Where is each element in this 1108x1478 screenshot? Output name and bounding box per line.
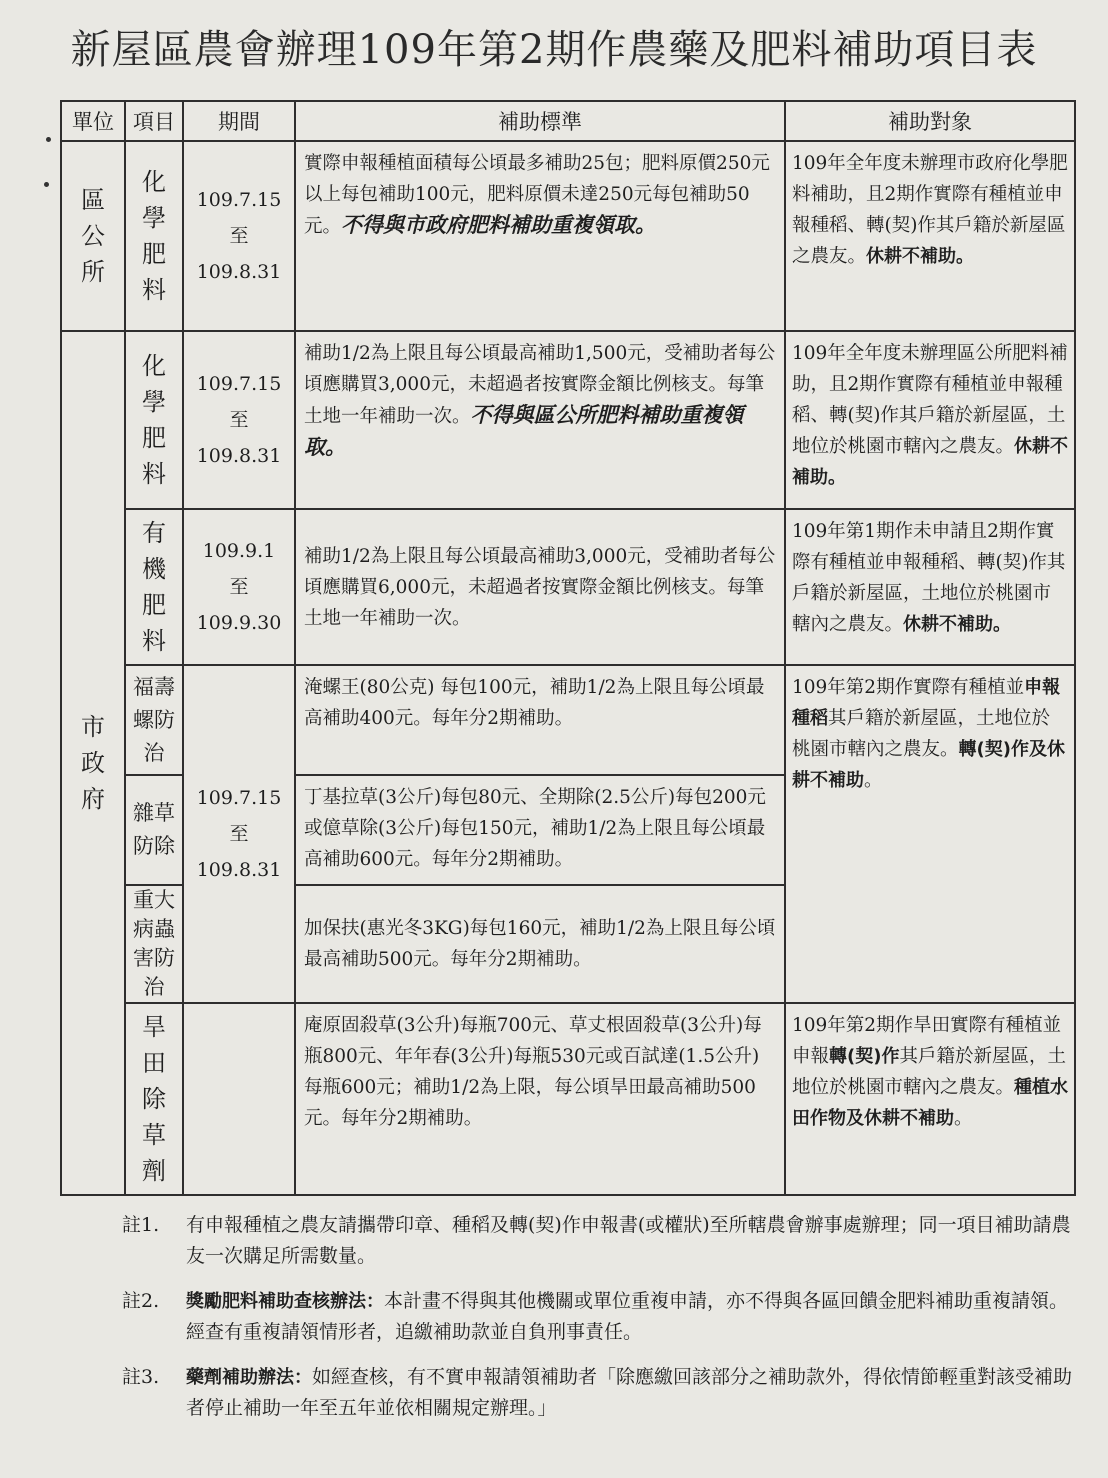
header-target: 補助對象 (785, 101, 1075, 141)
target-cell: 109年第2期作旱田實際有種植並申報轉(契)作其戶籍於新屋區，土地位於桃園市轄內之農友。種植水田作物及休耕不補助。 (785, 1003, 1075, 1195)
header-standard: 補助標準 (295, 101, 785, 141)
standard-cell: 丁基拉草(3公斤)每包80元、全期除(2.5公斤)每包200元或億草除(3公斤)每包150元，補助1/2為上限且每公頃最高補助600元。每年分2期補助。 (295, 775, 785, 885)
item-cell: 化 學 肥 料 (125, 141, 183, 331)
item-cell: 雜草 防除 (125, 775, 183, 885)
unit-cell-city-government: 市 政 府 (61, 331, 125, 1195)
target-cell: 109年全年度未辦理區公所肥料補助，且2期作實際有種植並申報種稻、轉(契)作其戶籍於新屋區，土地位於桃園市轄內之農友。休耕不補助。 (785, 331, 1075, 509)
table-row (61, 331, 1075, 509)
item-cell: 有 機 肥 料 (125, 509, 183, 665)
note-item: 註1. 有申報種植之農友請攜帶印章、種稻及轉(契)作申報書(或權狀)至所轄農會辦事處辦理；同一項目補助請農友一次購足所需數量。 (122, 1214, 1071, 1267)
table-row (61, 509, 1075, 665)
note-item: 註3. 藥劑補助辦法：如經查核，有不實申報請領補助者「除應繳回該部分之補助款外，得依情節輕重對該受補助者停止補助一年至五年並依相關規定辦理。」 (122, 1366, 1073, 1419)
header-item: 項目 (125, 101, 183, 141)
standard-cell: 淹螺王(80公克) 每包100元，補助1/2為上限且每公頃最高補助400元。每年分2期補助。 (295, 665, 785, 775)
subsidy-table (60, 100, 1076, 1196)
item-cell: 旱 田 除 草 劑 (125, 1003, 183, 1195)
page-title: 新屋區農會辦理109年第2期作農藥及肥料補助項目表 (70, 27, 1038, 73)
note-item: 註2. 獎勵肥料補助查核辦法：本計畫不得與其他機關或單位重複申請，亦不得與各區回饋金肥料補助重複請領。經查有重複請領情形者，追繳補助款並自負刑事責任。 (122, 1290, 1069, 1343)
header-unit: 單位 (61, 101, 125, 141)
period-cell: 109.9.1 至 109.9.30 (183, 509, 295, 665)
item-cell: 重大 病蟲 害防 治 (125, 885, 183, 1003)
item-cell: 福壽 螺防 治 (125, 665, 183, 775)
period-cell: 109.7.15 至 109.8.31 (183, 665, 295, 1003)
period-cell: 109.7.15 至 109.8.31 (183, 141, 295, 331)
target-cell: 109年第2期作實際有種植並申報種稻其戶籍於新屋區，土地位於桃園市轄內之農友。轉(契)作及休耕不補助。 (785, 665, 1075, 1003)
standard-cell: 加保扶(惠光冬3KG)每包160元，補助1/2為上限且每公頃最高補助500元。每年分2期補助。 (295, 885, 785, 1003)
table-row (61, 1003, 1075, 1195)
target-cell: 109年第1期作未申請且2期作實際有種植並申報種稻、轉(契)作其戶籍於新屋區，土地位於桃園市轄內之農友。休耕不補助。 (785, 509, 1075, 665)
header-period: 期間 (183, 101, 295, 141)
standard-cell: 庵原固殺草(3公升)每瓶700元、草丈根固殺草(3公升)每瓶800元、年年春(3公升)每瓶530元或百試達(1.5公升)每瓶600元；補助1/2為上限，每公頃旱田最高補助500元。每年分2期補助。 (295, 1003, 785, 1195)
item-cell: 化 學 肥 料 (125, 331, 183, 509)
period-cell-empty (183, 1003, 295, 1195)
table-header-row (61, 101, 1075, 141)
standard-cell: 實際申報種植面積每公頃最多補助25包；肥料原價250元以上每包補助100元，肥料原價未達250元每包補助50元。不得與市政府肥料補助重複領取。 (295, 141, 785, 331)
punch-dot (44, 182, 49, 187)
standard-cell: 補助1/2為上限且每公頃最高補助3,000元，受補助者每公頃應購買6,000元，未超過者按實際金額比例核支。每筆土地一年補助一次。 (295, 509, 785, 665)
target-cell: 109年全年度未辦理市政府化學肥料補助，且2期作實際有種植並申報種稻、轉(契)作其戶籍於新屋區之農友。休耕不補助。 (785, 141, 1075, 331)
standard-cell: 補助1/2為上限且每公頃最高補助1,500元，受補助者每公頃應購買3,000元，未超過者按實際金額比例核支。每筆土地一年補助一次。不得與區公所肥料補助重複領取。 (295, 331, 785, 509)
period-cell: 109.7.15 至 109.8.31 (183, 331, 295, 509)
table-row (61, 141, 1075, 331)
table-row (61, 665, 1075, 775)
punch-dot (46, 137, 51, 142)
notes-section (122, 1210, 1082, 1438)
unit-cell-district-office: 區 公 所 (61, 141, 125, 331)
